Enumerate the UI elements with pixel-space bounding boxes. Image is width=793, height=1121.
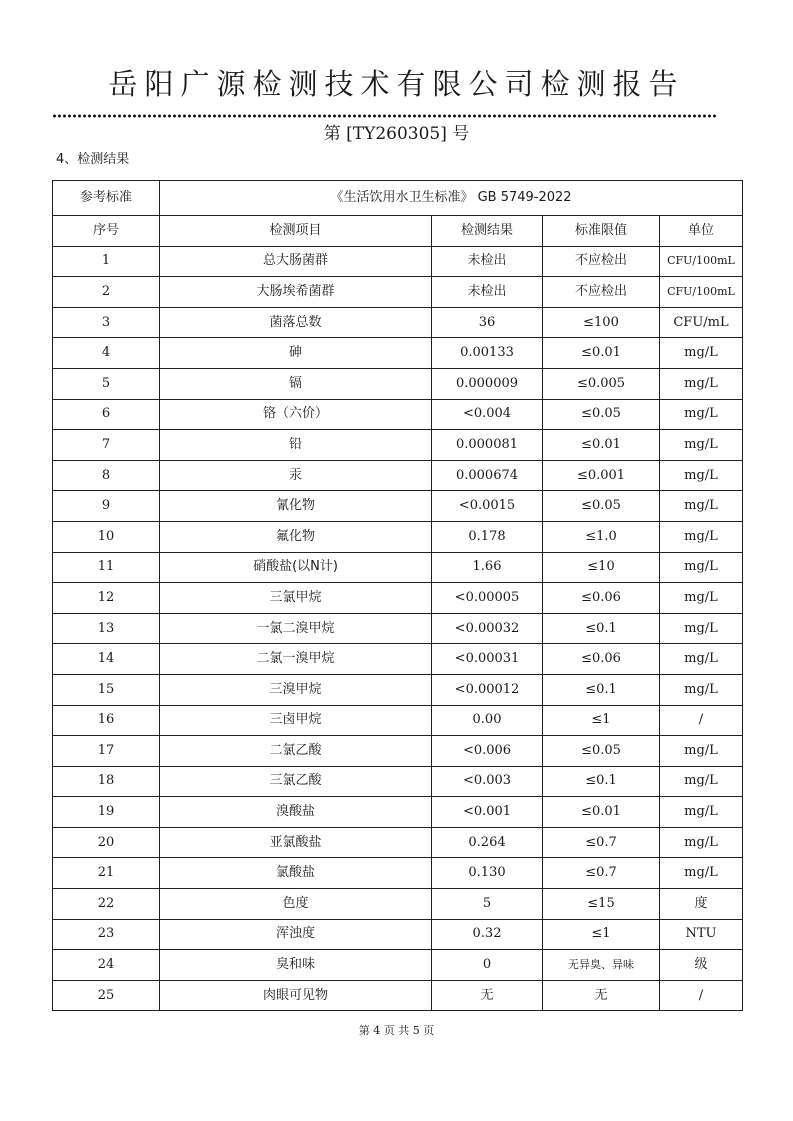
test-item: 溴酸盐: [160, 797, 432, 828]
unit: CFU/100mL: [660, 277, 743, 308]
standard-limit: ≤0.01: [543, 430, 660, 461]
col-header-item: 检测项目: [160, 216, 432, 247]
test-item: 亚氯酸盐: [160, 827, 432, 858]
table-row: [53, 919, 743, 950]
row-number: 19: [53, 797, 160, 828]
col-header-no: 序号: [53, 216, 160, 247]
row-number: 25: [53, 980, 160, 1011]
test-item: 三卤甲烷: [160, 705, 432, 736]
standard-limit: ≤0.05: [543, 491, 660, 522]
test-item: 汞: [160, 460, 432, 491]
test-item: 铅: [160, 430, 432, 461]
test-result: <0.00012: [432, 674, 543, 705]
unit: mg/L: [660, 583, 743, 614]
unit: mg/L: [660, 521, 743, 552]
test-result: 0.000674: [432, 460, 543, 491]
table-row: [53, 736, 743, 767]
test-item: 一氯二溴甲烷: [160, 613, 432, 644]
row-number: 9: [53, 491, 160, 522]
test-result: 36: [432, 307, 543, 338]
row-number: 11: [53, 552, 160, 583]
standard-limit: ≤0.7: [543, 858, 660, 889]
standard-limit: ≤0.06: [543, 583, 660, 614]
test-result: 0.00: [432, 705, 543, 736]
test-item: 铬（六价）: [160, 399, 432, 430]
report-number: 第 [TY260305] 号: [323, 124, 470, 144]
reference-row: [53, 181, 743, 216]
standard-limit: ≤1: [543, 705, 660, 736]
row-number: 20: [53, 827, 160, 858]
table-row: [53, 980, 743, 1011]
unit: mg/L: [660, 338, 743, 369]
unit: mg/L: [660, 674, 743, 705]
table-row: [53, 521, 743, 552]
table-row: [53, 950, 743, 981]
test-item: 总大肠菌群: [160, 246, 432, 277]
test-item: 菌落总数: [160, 307, 432, 338]
test-item: 三氯乙酸: [160, 766, 432, 797]
standard-limit: 无异臭、异味: [543, 950, 660, 981]
table-row: [53, 460, 743, 491]
test-item: 镉: [160, 368, 432, 399]
row-number: 13: [53, 613, 160, 644]
section-title: 4、检测结果: [56, 152, 130, 167]
test-result: <0.00031: [432, 644, 543, 675]
row-number: 4: [53, 338, 160, 369]
table-row: [53, 583, 743, 614]
row-number: 18: [53, 766, 160, 797]
standard-limit: ≤0.1: [543, 674, 660, 705]
row-number: 12: [53, 583, 160, 614]
row-number: 21: [53, 858, 160, 889]
test-result: 0.32: [432, 919, 543, 950]
unit: mg/L: [660, 491, 743, 522]
table-row: [53, 338, 743, 369]
standard-limit: 不应检出: [543, 246, 660, 277]
test-result: 0.178: [432, 521, 543, 552]
test-item: 三溴甲烷: [160, 674, 432, 705]
row-number: 1: [53, 246, 160, 277]
table-row: [53, 399, 743, 430]
table-row: [53, 246, 743, 277]
dotted-divider: [52, 112, 718, 120]
unit: mg/L: [660, 736, 743, 767]
row-number: 16: [53, 705, 160, 736]
unit: /: [660, 980, 743, 1011]
test-item: 氰化物: [160, 491, 432, 522]
row-number: 10: [53, 521, 160, 552]
test-result: <0.00005: [432, 583, 543, 614]
row-number: 24: [53, 950, 160, 981]
test-item: 二氯一溴甲烷: [160, 644, 432, 675]
unit: mg/L: [660, 368, 743, 399]
unit: CFU/100mL: [660, 246, 743, 277]
test-result: <0.004: [432, 399, 543, 430]
table-row: [53, 307, 743, 338]
table-row: [53, 613, 743, 644]
test-result: 0: [432, 950, 543, 981]
col-header-limit: 标准限值: [543, 216, 660, 247]
row-number: 14: [53, 644, 160, 675]
col-header-unit: 单位: [660, 216, 743, 247]
standard-limit: ≤0.01: [543, 797, 660, 828]
table-row: [53, 827, 743, 858]
standard-limit: ≤0.001: [543, 460, 660, 491]
standard-limit: ≤0.06: [543, 644, 660, 675]
test-item: 二氯乙酸: [160, 736, 432, 767]
row-number: 8: [53, 460, 160, 491]
reference-value: 《生活饮用水卫生标准》 GB 5749-2022: [160, 181, 743, 216]
table-row: [53, 705, 743, 736]
test-item: 浑浊度: [160, 919, 432, 950]
table-row: [53, 552, 743, 583]
report-title: 岳阳广源检测技术有限公司检测报告: [108, 67, 685, 101]
standard-limit: ≤10: [543, 552, 660, 583]
test-result: <0.0015: [432, 491, 543, 522]
unit: mg/L: [660, 858, 743, 889]
standard-limit: ≤1.0: [543, 521, 660, 552]
unit: mg/L: [660, 399, 743, 430]
test-result: 1.66: [432, 552, 543, 583]
standard-limit: ≤0.1: [543, 613, 660, 644]
row-number: 7: [53, 430, 160, 461]
row-number: 2: [53, 277, 160, 308]
test-result: 0.000081: [432, 430, 543, 461]
test-result: 0.264: [432, 827, 543, 858]
standard-limit: ≤0.1: [543, 766, 660, 797]
table-row: [53, 889, 743, 920]
row-number: 17: [53, 736, 160, 767]
row-number: 6: [53, 399, 160, 430]
standard-limit: ≤0.05: [543, 399, 660, 430]
test-result: 5: [432, 889, 543, 920]
unit: /: [660, 705, 743, 736]
test-item: 肉眼可见物: [160, 980, 432, 1011]
standard-limit: ≤0.7: [543, 827, 660, 858]
test-result: <0.001: [432, 797, 543, 828]
unit: mg/L: [660, 430, 743, 461]
test-result: 无: [432, 980, 543, 1011]
test-item: 色度: [160, 889, 432, 920]
header-row: [53, 216, 743, 247]
unit: mg/L: [660, 766, 743, 797]
table-row: [53, 430, 743, 461]
standard-limit: ≤0.005: [543, 368, 660, 399]
table-row: [53, 368, 743, 399]
unit: mg/L: [660, 644, 743, 675]
unit: 度: [660, 889, 743, 920]
table-row: [53, 858, 743, 889]
table-row: [53, 766, 743, 797]
unit: 级: [660, 950, 743, 981]
test-result: <0.006: [432, 736, 543, 767]
standard-limit: ≤0.01: [543, 338, 660, 369]
unit: mg/L: [660, 552, 743, 583]
standard-limit: 不应检出: [543, 277, 660, 308]
test-result: <0.00032: [432, 613, 543, 644]
reference-label: 参考标准: [53, 181, 160, 216]
test-result: <0.003: [432, 766, 543, 797]
test-result: 0.00133: [432, 338, 543, 369]
unit: NTU: [660, 919, 743, 950]
unit: mg/L: [660, 613, 743, 644]
results-table: [52, 180, 743, 1011]
test-result: 未检出: [432, 277, 543, 308]
table-row: [53, 644, 743, 675]
standard-limit: ≤1: [543, 919, 660, 950]
table-row: [53, 277, 743, 308]
unit: mg/L: [660, 827, 743, 858]
test-item: 三氯甲烷: [160, 583, 432, 614]
row-number: 15: [53, 674, 160, 705]
standard-limit: ≤100: [543, 307, 660, 338]
standard-limit: ≤0.05: [543, 736, 660, 767]
test-item: 硝酸盐(以N计): [160, 552, 432, 583]
table-row: [53, 491, 743, 522]
unit: mg/L: [660, 460, 743, 491]
unit: mg/L: [660, 797, 743, 828]
row-number: 5: [53, 368, 160, 399]
standard-limit: 无: [543, 980, 660, 1011]
table-row: [53, 797, 743, 828]
test-item: 砷: [160, 338, 432, 369]
col-header-result: 检测结果: [432, 216, 543, 247]
row-number: 22: [53, 889, 160, 920]
test-result: 0.130: [432, 858, 543, 889]
row-number: 3: [53, 307, 160, 338]
test-item: 大肠埃希菌群: [160, 277, 432, 308]
test-item: 氟化物: [160, 521, 432, 552]
test-item: 臭和味: [160, 950, 432, 981]
page-footer: 第 4 页 共 5 页: [358, 1024, 435, 1037]
table-row: [53, 674, 743, 705]
test-result: 0.000009: [432, 368, 543, 399]
row-number: 23: [53, 919, 160, 950]
standard-limit: ≤15: [543, 889, 660, 920]
unit: CFU/mL: [660, 307, 743, 338]
test-item: 氯酸盐: [160, 858, 432, 889]
test-result: 未检出: [432, 246, 543, 277]
